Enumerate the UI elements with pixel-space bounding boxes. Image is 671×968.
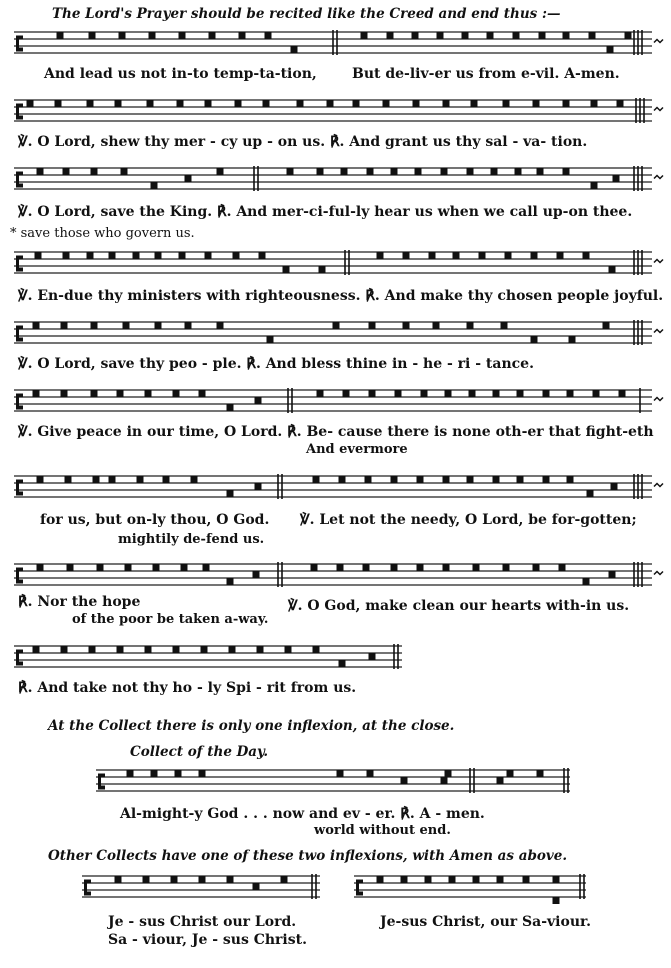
chant-note [589,32,596,39]
chant-note [37,476,44,483]
staff-8 [14,562,663,587]
chant-note [55,100,62,107]
chant-note [567,476,574,483]
chant-note [35,252,42,259]
chant-note [33,646,40,653]
chant-note [341,168,348,175]
custos-icon [654,330,663,333]
chant-note [87,252,94,259]
chant-note [557,252,564,259]
chant-note [119,32,126,39]
chant-note [507,770,514,777]
chant-note [121,168,128,175]
chant-note [255,483,262,490]
chant-note [367,168,374,175]
chant-note [403,322,410,329]
chant-note [487,32,494,39]
staff-6 [14,388,663,413]
chant-note [153,564,160,571]
chant-note [377,252,384,259]
chant-note [441,168,448,175]
chant-note [281,876,288,883]
c-clef-icon [16,326,23,342]
chant-note [517,390,524,397]
chant-note [267,336,274,343]
chant-note [185,322,192,329]
chant-note [265,32,272,39]
chant-note [497,777,504,784]
chant-note [417,564,424,571]
chant-note [57,32,64,39]
chant-note [285,646,292,653]
chant-note [151,770,158,777]
custos-icon [654,572,663,575]
chant-note [87,100,94,107]
chant-note [563,168,570,175]
chant-note [327,100,334,107]
chant-note [155,322,162,329]
chant-note [401,876,408,883]
rubric-lords-prayer: The Lord's Prayer should be recited like the Creed and end thus :— [52,6,561,22]
staff-3 [14,166,663,191]
chant-note [531,336,538,343]
chant-note [553,897,560,904]
staff-1 [14,30,663,55]
chant-note [391,476,398,483]
c-clef-icon [98,774,105,790]
chant-note [543,476,550,483]
chant-note [591,182,598,189]
chant-note [395,390,402,397]
chant-note [445,770,452,777]
chant-note [227,404,234,411]
c-clef-icon [356,880,363,896]
chant-note [619,390,626,397]
chant-note [417,476,424,483]
chant-note [117,390,124,397]
chant-note [37,564,44,571]
chant-note [297,100,304,107]
chant-note [239,32,246,39]
chant-note [217,168,224,175]
chant-note [473,564,480,571]
chant-note [537,770,544,777]
custos-icon [654,108,663,111]
lyric-line-11a: Je - sus Christ our Lord. [108,914,297,930]
chant-note [563,100,570,107]
chant-note [179,32,186,39]
chant-note [353,100,360,107]
chant-note [523,876,530,883]
chant-note [377,876,384,883]
chant-note [437,32,444,39]
chant-note [313,646,320,653]
lyric-line-5: ℣. O Lord, save thy peo - ple. ℟. And bless thine in - he - ri - tance. [18,356,534,372]
chant-note [363,564,370,571]
staff-5 [14,320,663,345]
chant-note [255,397,262,404]
chant-note [383,100,390,107]
chant-note [467,322,474,329]
chant-note [337,770,344,777]
chant-note [191,476,198,483]
chant-note [369,653,376,660]
chant-note [625,32,632,39]
chant-note [445,390,452,397]
chant-note [367,770,374,777]
chant-note [175,770,182,777]
chant-note [531,252,538,259]
chant-note [462,32,469,39]
chant-note [497,876,504,883]
chant-note [421,390,428,397]
chant-note [339,660,346,667]
chant-note [339,476,346,483]
chant-note [505,252,512,259]
custos-icon [654,260,663,263]
chant-note [199,876,206,883]
chant-note [467,168,474,175]
chant-note [179,252,186,259]
chant-note [291,46,298,53]
chant-note [283,266,290,273]
lyric-line-10a: Al-might-y God . . . now and ev - er. ℟. A - men. [120,806,485,822]
chant-note [311,564,318,571]
chant-note [217,322,224,329]
chant-note [115,100,122,107]
chant-note [127,770,134,777]
chant-note [415,168,422,175]
chant-note [583,252,590,259]
staff-11 [82,874,320,899]
custos-icon [654,40,663,43]
chant-note [229,646,236,653]
chant-note [471,100,478,107]
chant-note [503,100,510,107]
chant-note [443,564,450,571]
lyric-line-1b: But de-liv-er us from e-vil. A-men. [352,66,620,82]
c-clef-icon [16,36,23,52]
chant-note [147,100,154,107]
chant-note [61,646,68,653]
chant-note [91,322,98,329]
chant-note [319,266,326,273]
chant-note [493,390,500,397]
chant-note [391,564,398,571]
chant-note [199,770,206,777]
chant-note [155,252,162,259]
chant-note [607,46,614,53]
chant-note [333,322,340,329]
chant-note [593,390,600,397]
chant-note [603,322,610,329]
chant-note [133,252,140,259]
chant-note [149,32,156,39]
chant-note [185,175,192,182]
c-clef-icon [16,104,23,120]
chant-note [343,390,350,397]
chant-note [591,100,598,107]
rubric-collect-inflexion: At the Collect there is only one inflexion, at the close. [48,718,455,734]
chant-note [173,646,180,653]
chant-note [369,390,376,397]
chant-note [91,168,98,175]
chant-note [479,252,486,259]
chant-note [517,476,524,483]
chant-note [61,322,68,329]
lyric-line-10b: world without end. [314,823,451,838]
chant-note [33,390,40,397]
chant-note [587,490,594,497]
staff-12 [354,874,586,904]
chant-note [203,564,210,571]
lyric-line-11c: Je-sus Christ, our Sa-viour. [380,914,591,930]
chant-note [89,646,96,653]
chant-note [583,578,590,585]
chant-note [317,390,324,397]
chant-note [117,646,124,653]
chant-note [145,390,152,397]
chant-note [109,252,116,259]
chant-note [253,883,260,890]
chant-note [63,168,70,175]
chant-note [491,168,498,175]
custos-icon [654,398,663,401]
chant-note [453,252,460,259]
chant-note [563,32,570,39]
chant-note [227,578,234,585]
chant-note [533,100,540,107]
chant-note [611,483,618,490]
chant-note [473,876,480,883]
chant-note [91,390,98,397]
chant-note [449,876,456,883]
chant-note [235,100,242,107]
chant-note [27,100,34,107]
chant-note [391,168,398,175]
chant-note [515,168,522,175]
chant-note [253,571,260,578]
c-clef-icon [16,650,23,666]
chant-note [33,322,40,329]
chant-note [609,266,616,273]
chant-note [209,32,216,39]
lyric-line-6b: And evermore [306,442,408,457]
chant-note [287,168,294,175]
chant-note [365,476,372,483]
lyric-line-11b: Sa - viour, Je - sus Christ. [108,932,307,948]
lyric-line-4: ℣. En-due thy ministers with righteousness. ℟. And make thy chosen people joyful. [18,288,664,304]
chant-note [177,100,184,107]
staff-2 [14,98,663,123]
chant-note [539,32,546,39]
chant-note [387,32,394,39]
lyric-line-8b: of the poor be taken a-way. [72,612,269,627]
chant-note [61,390,68,397]
chant-note [163,476,170,483]
lyric-line-6: ℣. Give peace in our time, O Lord. ℟. Be- cause there is none oth-er that fight-eth [18,424,654,440]
chant-note [403,252,410,259]
chant-note [151,182,158,189]
c-clef-icon [84,880,91,896]
chant-note [259,252,266,259]
chant-note [369,322,376,329]
chant-note [227,876,234,883]
chant-note [65,476,72,483]
lyric-line-8c: ℣. O God, make clean our hearts with-in us. [288,598,630,614]
staff-10 [96,768,570,793]
c-clef-icon [16,568,23,584]
chant-note [93,476,100,483]
chant-note [441,777,448,784]
chant-note [609,571,616,578]
chant-note [67,564,74,571]
chant-note [173,390,180,397]
chant-note [313,476,320,483]
custos-icon [654,176,663,179]
lyric-line-7a: for us, but on-ly thou, O God. [40,512,270,528]
chant-note [37,168,44,175]
lyric-line-1a: And lead us not in-to temp-ta-tion, [44,66,317,82]
chant-note [617,100,624,107]
chant-note [429,252,436,259]
chant-note [443,476,450,483]
lyric-line-8a: ℟. Nor the hope [18,594,141,610]
chant-note [89,32,96,39]
lyric-line-9: ℟. And take not thy ho - ly Spi - rit from us. [18,680,357,696]
chant-note [513,32,520,39]
chant-note [97,564,104,571]
chant-note [425,876,432,883]
chant-note [181,564,188,571]
chant-note [553,876,560,883]
chant-note [401,777,408,784]
chant-note [227,490,234,497]
chant-note [143,876,150,883]
chant-note [205,252,212,259]
chant-note [199,390,206,397]
chant-note [569,336,576,343]
chant-note [567,390,574,397]
chant-note [433,322,440,329]
chant-note [533,564,540,571]
chant-note [257,646,264,653]
rubric-collect-of-day: Collect of the Day. [130,744,269,760]
chant-note [137,476,144,483]
chant-note [412,32,419,39]
chant-note [559,564,566,571]
chant-note [361,32,368,39]
chant-note [205,100,212,107]
chant-note [125,564,132,571]
lyric-line-7b: mightily de-fend us. [118,532,265,547]
chant-note [503,564,510,571]
chant-note [317,168,324,175]
chant-note [109,476,116,483]
chant-note [115,876,122,883]
lyric-line-3-footnote: * save those who govern us. [10,226,195,241]
chant-note [469,390,476,397]
chant-note [123,322,130,329]
c-clef-icon [16,394,23,410]
chant-note [171,876,178,883]
chant-note [337,564,344,571]
lyric-line-7c: ℣. Let not the needy, O Lord, be for-gotten; [300,512,637,528]
chant-note [233,252,240,259]
chant-note [443,100,450,107]
chant-note [263,100,270,107]
staff-4 [14,250,663,275]
lyric-line-2: ℣. O Lord, shew thy mer - cy up - on us. ℟. And grant us thy sal - va- tion. [18,134,588,150]
c-clef-icon [16,480,23,496]
chant-note [201,646,208,653]
staff-7 [14,474,663,499]
staff-9 [14,644,402,669]
lyric-line-3: ℣. O Lord, save the King. ℟. And mer-ci-ful-ly hear us when we call up-on thee. [18,204,633,220]
chant-note [613,175,620,182]
custos-icon [654,484,663,487]
chant-note [63,252,70,259]
chant-note [145,646,152,653]
c-clef-icon [16,256,23,272]
chant-note [501,322,508,329]
chant-note [467,476,474,483]
chant-note [493,476,500,483]
chant-note [537,168,544,175]
chant-note [543,390,550,397]
c-clef-icon [16,172,23,188]
rubric-other-collects: Other Collects have one of these two inflexions, with Amen as above. [48,848,568,864]
chant-note [413,100,420,107]
